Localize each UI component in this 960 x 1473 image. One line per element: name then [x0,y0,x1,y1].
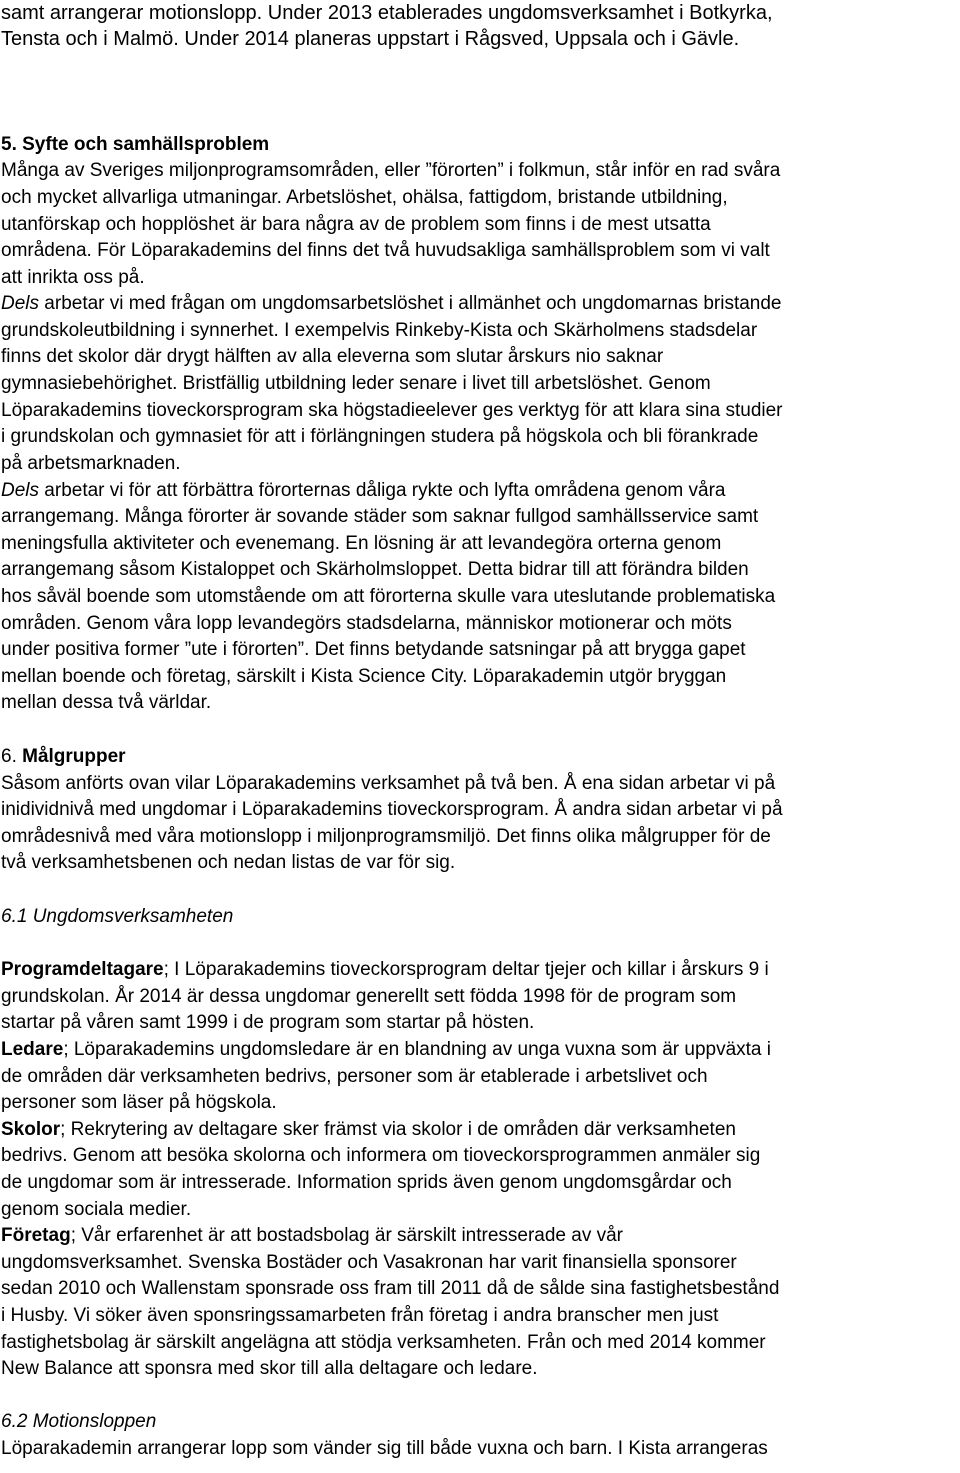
text-line: områden. Genom våra lopp levandegörs stadsdelarna, människor motionerar och möts [1,613,732,634]
text-line [1,478,725,504]
text-line: bedrivs. Genom att besöka skolorna och informera om tioveckorsprogrammen anmäler sig [1,1145,761,1166]
label-skolor: Skolor [1,1119,61,1140]
text-line: hos såväl boende som utomstående om att förorterna skulle vara uteslutande problematiska [1,586,776,607]
text-run: arbetar vi med frågan om ungdomsarbetslöshet i allmänhet och ungdomarnas bristande [39,293,782,314]
text-line: grundskolan. År 2014 är dessa ungdomar generellt sett födda 1998 för de program som [1,986,737,1007]
text-line: mellan boende och företag, särskilt i Kista Science City. Löparakademin utgör bryggan [1,666,727,687]
section-6-heading [1,744,126,770]
label-foretag: Företag [1,1225,71,1246]
text-run: ; I Löparakademins tioveckorsprogram deltar tjejer och killar i årskurs 9 i [163,959,769,980]
text-line: i Husby. Vi söker även sponsringssamarbeten från företag i andra branscher men just [1,1305,719,1326]
text-line: Många av Sveriges miljonprogramsområden, eller ”förorten” i folkmun, står inför en rad svåra [1,160,781,181]
italic-dels: Dels [1,293,40,314]
text-line: mellan dessa två världar. [1,692,212,713]
section-6-1-heading: 6.1 Ungdomsverksamheten [1,906,234,927]
intro-line: samt arrangerar motionslopp. Under 2013 etablerades ungdomsverksamhet i Botkyrka, [1,2,773,24]
text-line: två verksamhetsbenen och nedan listas de var för sig. [1,852,456,873]
italic-dels: Dels [1,480,40,501]
text-line: personer som läser på högskola. [1,1092,277,1113]
text-line: områdena. För Löparakademins del finns det två huvudsakliga samhällsproblem som vi valt [1,240,770,261]
text-line: och mycket allvarliga utmaningar. Arbetslöshet, ohälsa, fattigdom, bristande utbildning, [1,187,728,208]
text-line: inidividnivå med ungdomar i Löparakademins tioveckorsprogram. Å andra sidan arbetar vi på [1,799,783,820]
section-6-2-heading: 6.2 Motionsloppen [1,1411,157,1432]
text-line: Löparakademins tioveckorsprogram ska högstadieelever ges verktyg för att klara sina studier [1,400,783,421]
text-line: på arbetsmarknaden. [1,453,181,474]
text-run: ; Löparakademins ungdomsledare är en blandning av unga vuxna som är uppväxta i [63,1039,771,1060]
text-line [1,291,782,317]
text-line: de områden där verksamheten bedrivs, personer som är etablerade i arbetslivet och [1,1066,708,1087]
text-line: startar på våren samt 1999 i de program som startar på hösten. [1,1012,535,1033]
text-line: utanförskap och hopplöshet är bara några av de problem som finns i de mest utsatta [1,214,711,235]
text-line: under positiva former ”ute i förorten”. Det finns betydande satsningar på att brygga gapet [1,639,746,660]
text-line: ungdomsverksamhet. Svenska Bostäder och Vasakronan har varit finansiella sponsorer [1,1252,737,1273]
intro-line: Tensta och i Malmö. Under 2014 planeras uppstart i Rågsved, Uppsala och i Gävle. [1,28,740,50]
text-line: meningsfulla aktiviteter och evenemang. En lösning är att levandegöra orterna genom [1,533,722,554]
text-line: grundskoleutbildning i synnerhet. I exempelvis Rinkeby-Kista och Skärholmens stadsdelar [1,320,758,341]
text-line: genom sociala medier. [1,1199,192,1220]
text-run: ; Rekrytering av deltagare sker främst via skolor i de områden där verksamheten [60,1119,736,1140]
text-line: att inrikta oss på. [1,267,145,288]
text-run: arbetar vi för att förbättra förorternas dåliga rykte och lyfta områdena genom våra [39,480,726,501]
text-line: de ungdomar som är intresserade. Information sprids även genom ungdomsgårdar och [1,1172,732,1193]
text-line: New Balance att sponsra med skor till alla deltagare och ledare. [1,1358,538,1379]
text-line: arrangemang såsom Kistaloppet och Skärholmsloppet. Detta bidrar till att förändra bilden [1,559,749,580]
text-line [1,1223,623,1249]
section-6-title: Målgrupper [22,746,126,767]
text-run: ; Vår erfarenhet är att bostadsbolag är särskilt intresserade av vår [70,1225,624,1246]
section-6-number: 6. [1,746,23,767]
text-line [1,1037,771,1063]
text-line: fastighetsbolag är särskilt angelägna att stödja verksamheten. Från och med 2014 kommer [1,1332,766,1353]
text-line [1,957,769,983]
text-line [1,1117,736,1143]
section-5-heading: 5. Syfte och samhällsproblem [1,134,270,155]
text-line: områdesnivå med våra motionslopp i miljonprogramsmiljö. Det finns olika målgrupper för de [1,826,771,847]
label-ledare: Ledare [1,1039,64,1060]
text-line: arrangemang. Många förorter är sovande städer som saknar fullgod samhällsservice samt [1,506,759,527]
text-line: Såsom anförts ovan vilar Löparakademins verksamhet på två ben. Å ena sidan arbetar vi på [1,773,776,794]
label-programdeltagare: Programdeltagare [1,959,164,980]
text-line: i grundskolan och gymnasiet för att i förlängningen studera på högskola och bli förankrade [1,426,759,447]
text-line: Löparakademin arrangerar lopp som vänder sig till både vuxna och barn. I Kista arrangeras [1,1438,768,1459]
text-line: gymnasiebehörighet. Bristfällig utbildning leder senare i livet till arbetslöshet. Genom [1,373,711,394]
text-line: finns det skolor där drygt hälften av alla eleverna som slutar årskurs nio saknar [1,346,664,367]
text-line: sedan 2010 och Wallenstam sponsrade oss fram till 2011 då de sålde sina fastighetsbestånd [1,1278,780,1299]
